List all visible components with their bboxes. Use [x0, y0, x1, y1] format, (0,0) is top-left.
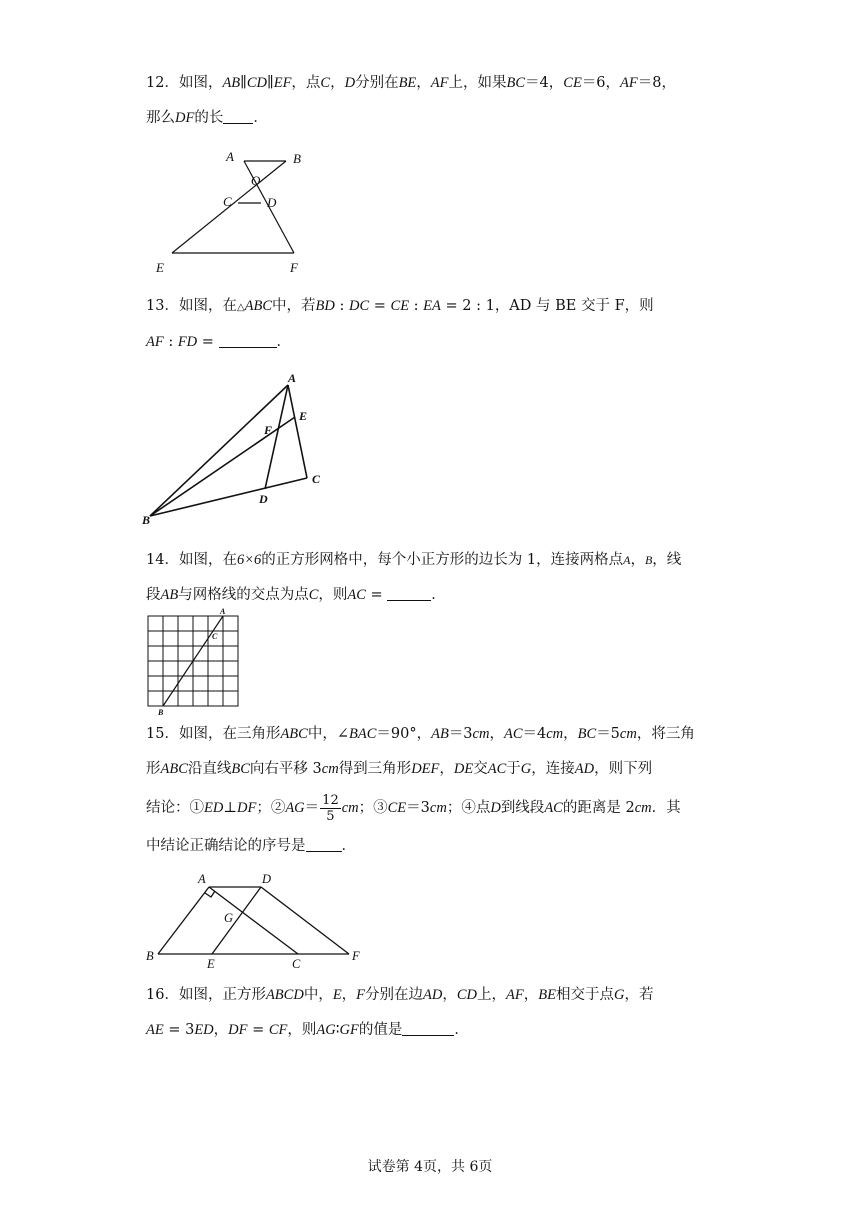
question-13: [146, 289, 726, 360]
segment-ab: [158, 887, 209, 954]
segment-be: [150, 417, 295, 516]
label-b: B: [146, 949, 154, 963]
label-e: E: [156, 260, 164, 275]
label-o: O: [251, 173, 261, 188]
answer-blank: [223, 109, 253, 125]
label-c: C: [312, 472, 321, 486]
label-d: D: [259, 492, 268, 506]
right-angle-mark: [205, 891, 215, 897]
answer-blank: [306, 837, 342, 853]
label-c: C: [212, 632, 218, 641]
segment-ac: [288, 385, 307, 478]
figure-15: [143, 866, 368, 970]
label-d: D: [267, 195, 277, 210]
fraction: $\frac{12}{5}$: [322, 792, 339, 824]
label-c: C: [292, 957, 301, 970]
label-e: E: [207, 957, 215, 970]
label-c: C: [223, 194, 232, 209]
label-f: F: [290, 260, 298, 275]
label-d: D: [262, 872, 272, 886]
question-15-line-3: 结论：①ED⊥DF；②AG＝ $\frac{12}{5}$ cm；③CE＝3cm；④点D到线段AC的距离是 2cm．其: [146, 792, 681, 824]
question-15-line-4: 中结论正确结论的序号是 ．: [146, 838, 356, 854]
question-14: [146, 543, 726, 613]
segment-ad: [265, 385, 288, 489]
label-a: A: [220, 607, 226, 616]
question-15-line-2: 形ABC沿直线BC向右平移 3cm得到三角形DEF，DE交AC于G，连接AD，则下列: [146, 761, 653, 777]
label-f: F: [264, 423, 273, 437]
question-14-line-1: 14．如图，在6×6的正方形网格中，每个小正方形的边长为 1，连接两格点A，B，线: [146, 552, 682, 568]
question-15: [146, 717, 726, 864]
figure-15-svg: [143, 866, 368, 970]
question-14-line-2: 段AB与网格线的交点为点C，则AC = ．: [146, 587, 446, 603]
label-f: F: [352, 949, 360, 963]
segment-bc: [150, 478, 307, 516]
question-12-line-2: 那么DF的长 ．: [146, 110, 268, 126]
question-16: [146, 978, 726, 1048]
figure-14: [144, 606, 244, 718]
answer-blank: [219, 333, 277, 349]
question-13-line-1: 13．如图，在△ABC中，若BD : DC = CE : EA = 2 : 1，AD 与 BE 交于 F，则: [146, 298, 654, 314]
figure-12: [150, 145, 320, 275]
answer-blank: [387, 586, 431, 602]
label-a: A: [288, 371, 297, 385]
question-16-line-1: 16．如图，正方形ABCD中，E，F分别在边AD，CD上，AF，BE相交于点G，若: [146, 987, 654, 1003]
label-g: G: [224, 911, 234, 925]
label-a: A: [226, 149, 234, 164]
question-16-line-2: AE = 3ED，DF = CF，则AG∶GF的值是 ．: [146, 1022, 469, 1038]
figure-12-svg: [150, 145, 320, 275]
label-e: E: [299, 409, 308, 423]
question-12: [146, 66, 726, 136]
label-b: B: [142, 513, 151, 527]
segment-df: [261, 887, 349, 954]
label-b: B: [293, 151, 301, 166]
figure-13-svg: [140, 368, 340, 528]
page-footer: 试卷第 4页，共 6页: [367, 1159, 493, 1175]
figure-14-svg: [144, 606, 244, 718]
figure-13: [140, 368, 340, 528]
question-15-line-1: 15．如图，在三角形ABC中，∠BAC＝90°，AB＝3cm，AC＝4cm，BC＝5cm，将三角: [146, 726, 695, 742]
answer-blank: [402, 1021, 454, 1037]
label-a: A: [198, 872, 206, 886]
question-12-line-1: 12．如图，AB∥CD∥EF，点C，D分别在BE，AF上，如果BC＝4，CE＝6，AF＝8，: [146, 75, 676, 91]
label-b: B: [158, 708, 164, 717]
question-13-line-2: AF : FD = ．: [146, 334, 292, 350]
